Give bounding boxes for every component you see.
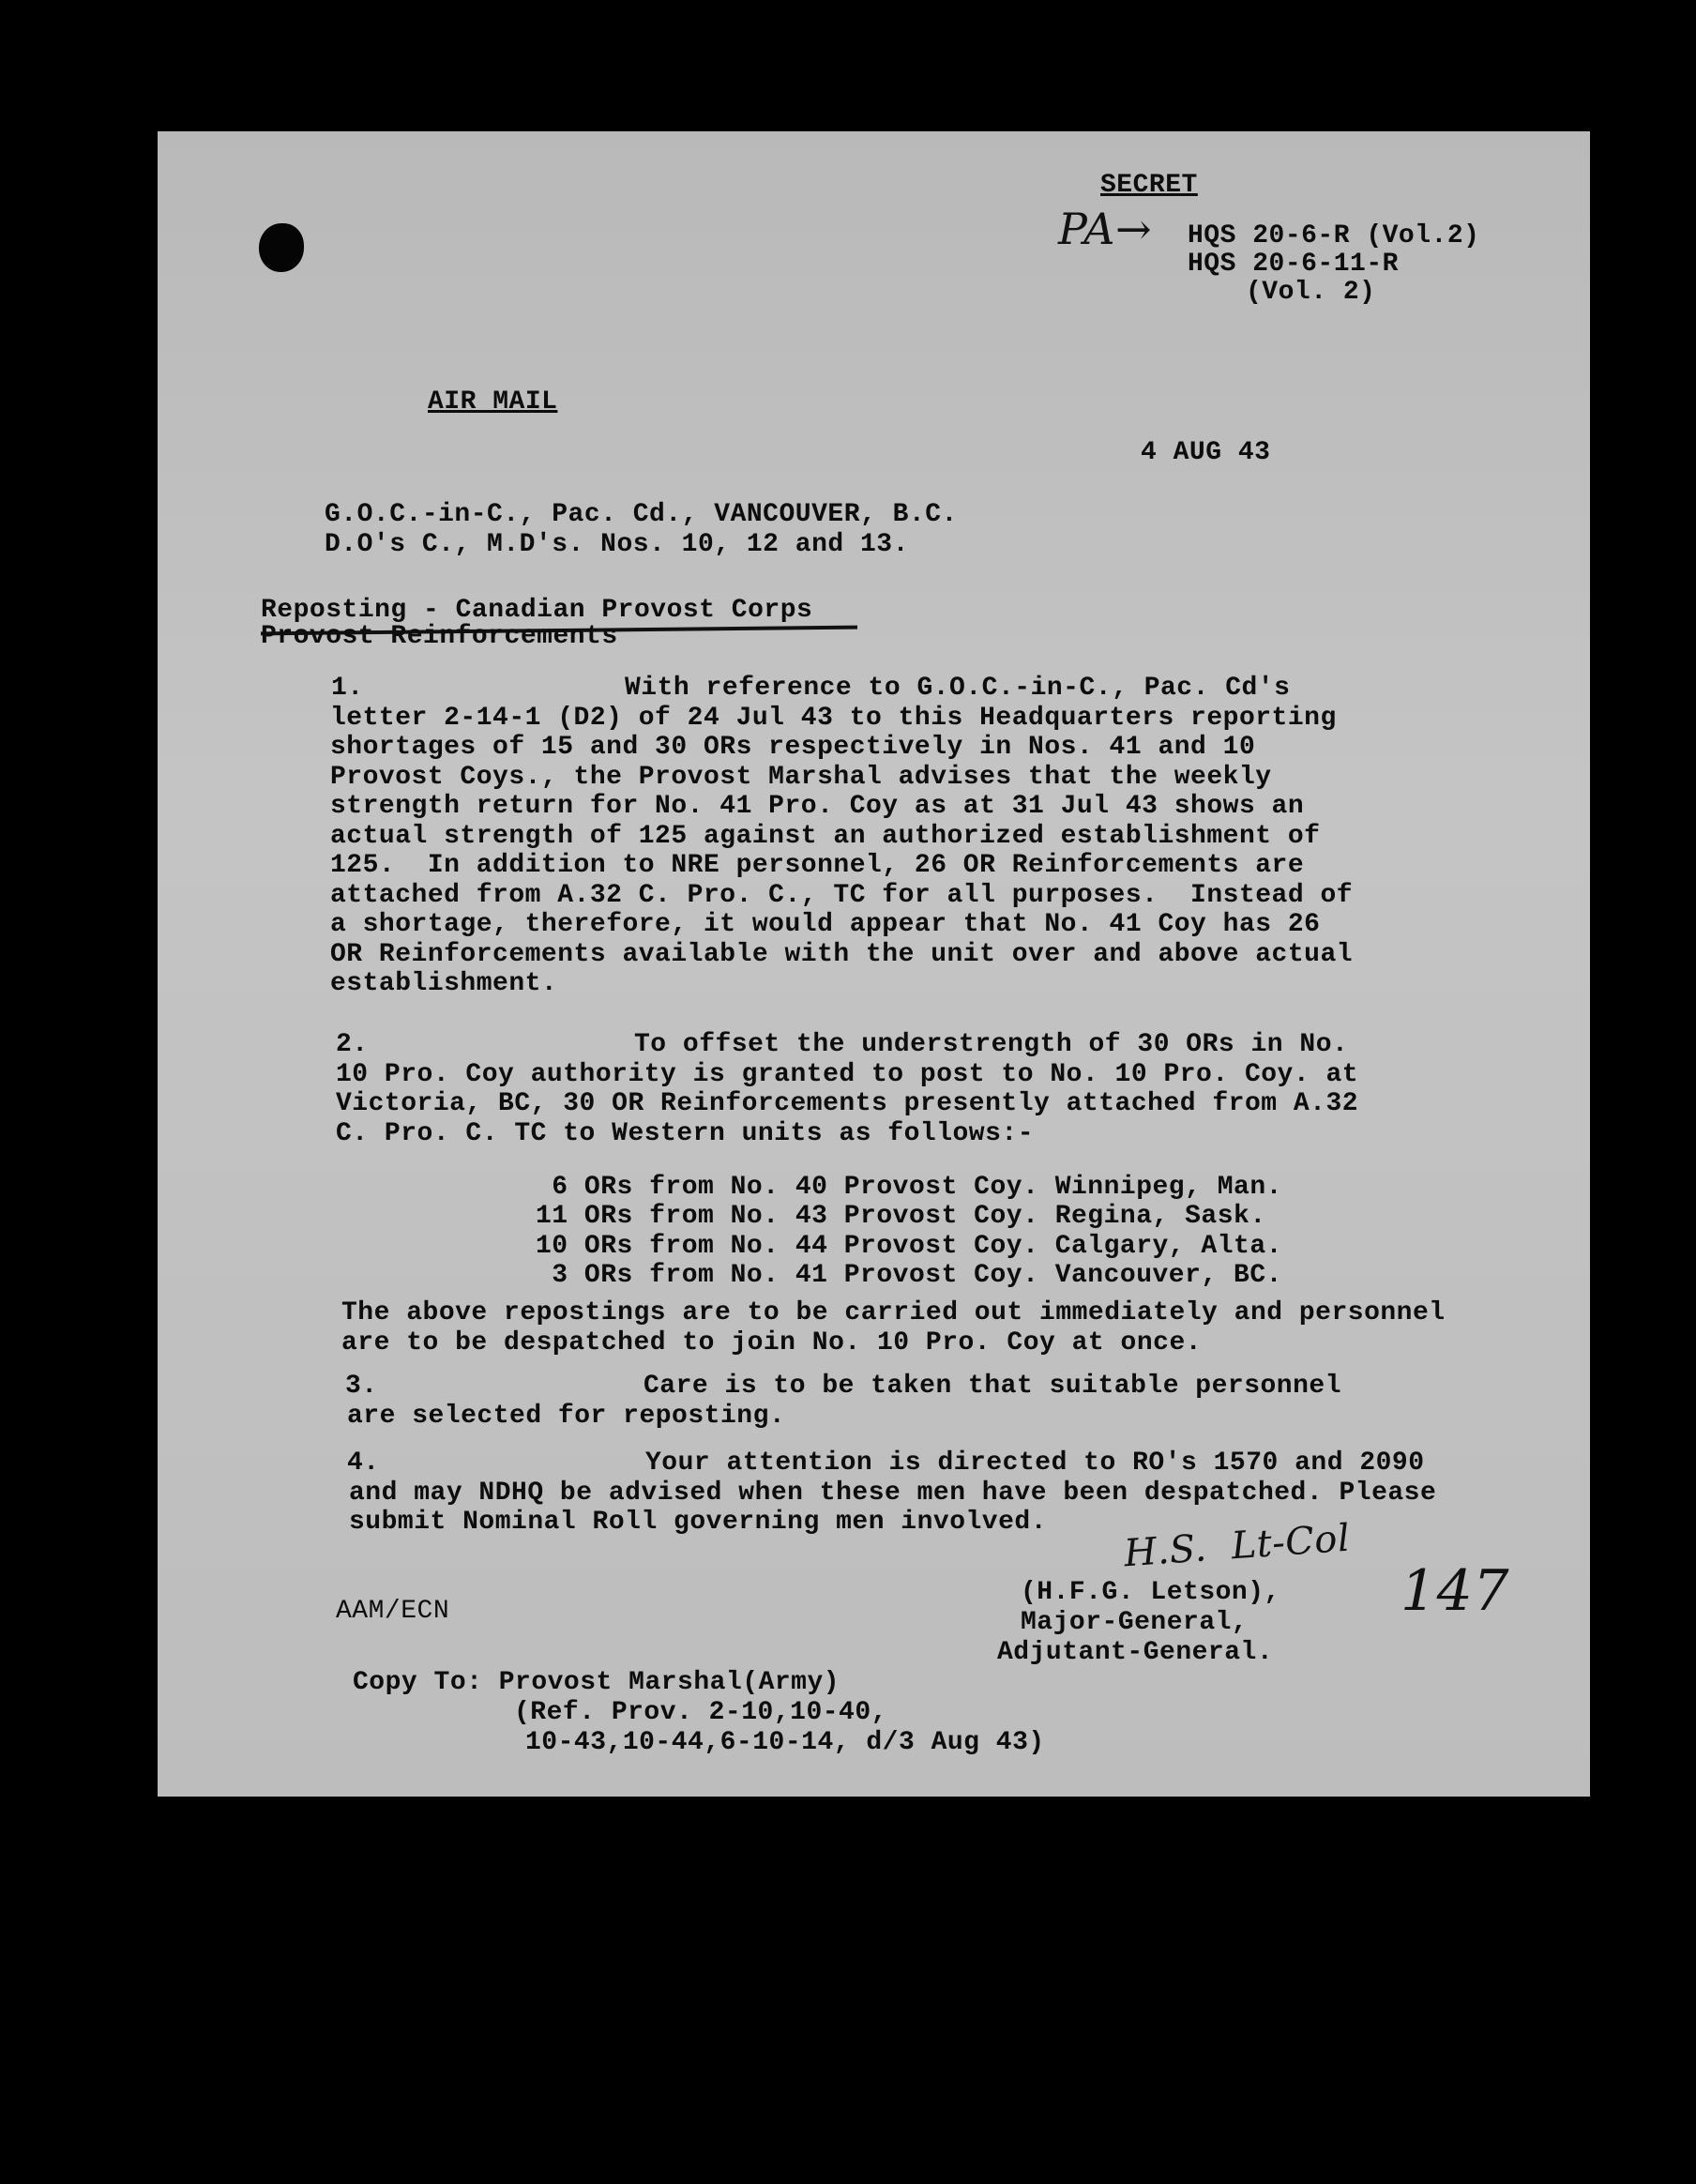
- para3-line: Care is to be taken that suitable personnel: [644, 1372, 1342, 1401]
- handwritten-page-number: 147: [1401, 1558, 1510, 1624]
- handwritten-annotation: PA→: [1058, 204, 1152, 254]
- classification-stamp: SECRET: [1100, 171, 1198, 200]
- para1-line: 125. In addition to NRE personnel, 26 OR Reinforcements are: [330, 851, 1305, 880]
- para2-line: C. Pro. C. TC to Western units as follows:-: [336, 1119, 1035, 1148]
- para3-number: 3.: [345, 1372, 378, 1401]
- unit-allocation-row: 10 ORs from No. 44 Provost Coy. Calgary, Alta.: [536, 1232, 1282, 1261]
- para4-line: and may NDHQ be advised when these men have been despatched. Please: [349, 1479, 1437, 1508]
- para3-line: are selected for reposting.: [347, 1402, 786, 1431]
- signatory-rank: Major-General,: [1021, 1608, 1249, 1637]
- file-reference-3: (Vol. 2): [1246, 278, 1376, 307]
- copy-to-line: (Ref. Prov. 2-10,10-40,: [514, 1698, 887, 1727]
- letter-date: 4 AUG 43: [1141, 438, 1271, 467]
- handwritten-signature: H.S. Lt-Col: [1122, 1516, 1352, 1576]
- para1-line: attached from A.32 C. Pro. C., TC for all purposes. Instead of: [330, 881, 1354, 910]
- unit-allocation-row: 3 ORs from No. 41 Provost Coy. Vancouver, BC.: [536, 1261, 1282, 1290]
- para4-number: 4.: [347, 1448, 380, 1478]
- para1-number: 1.: [331, 674, 364, 703]
- punch-hole: [259, 223, 304, 272]
- para1-line: letter 2-14-1 (D2) of 24 Jul 43 to this Headquarters reporting: [330, 704, 1337, 733]
- signatory-name: (H.F.G. Letson),: [1021, 1578, 1280, 1607]
- file-reference-2: HQS 20-6-11-R: [1188, 250, 1399, 279]
- typist-initials: AAM/ECN: [336, 1597, 450, 1626]
- unit-allocation-row: 6 ORs from No. 40 Provost Coy. Winnipeg, Man.: [536, 1173, 1282, 1202]
- para1-line: actual strength of 125 against an authorized establishment of: [330, 822, 1321, 851]
- copy-to-line: Copy To: Provost Marshal(Army): [353, 1668, 840, 1697]
- para2-line: 10 Pro. Coy authority is granted to post to No. 10 Pro. Coy. at: [336, 1060, 1359, 1089]
- subject-line-1: Reposting - Canadian Provost Corps: [261, 596, 813, 625]
- para2-number: 2.: [336, 1030, 369, 1059]
- para1-line: establishment.: [330, 969, 558, 998]
- para2-closing-line: The above repostings are to be carried out immediately and personnel: [341, 1298, 1446, 1327]
- copy-to-line: 10-43,10-44,6-10-14, d/3 Aug 43): [525, 1728, 1045, 1757]
- file-reference-1: HQS 20-6-R (Vol.2): [1188, 221, 1480, 250]
- addressee-2: D.O's C., M.D's. Nos. 10, 12 and 13.: [325, 530, 909, 559]
- document-page: [158, 131, 1590, 1797]
- para2-line: Victoria, BC, 30 OR Reinforcements presently attached from A.32: [336, 1089, 1359, 1118]
- para1-line: strength return for No. 41 Pro. Coy as at 31 Jul 43 shows an: [330, 792, 1305, 821]
- para1-line: a shortage, therefore, it would appear that No. 41 Coy has 26: [330, 910, 1321, 939]
- air-mail-heading: AIR MAIL: [428, 387, 558, 417]
- para2-closing-line: are to be despatched to join No. 10 Pro. Coy at once.: [341, 1328, 1203, 1357]
- signatory-title: Adjutant-General.: [997, 1638, 1274, 1667]
- para2-line: To offset the understrength of 30 ORs in No.: [634, 1030, 1349, 1059]
- para4-line: Your attention is directed to RO's 1570 and 2090: [645, 1448, 1425, 1478]
- addressee-1: G.O.C.-in-C., Pac. Cd., VANCOUVER, B.C.: [325, 500, 958, 529]
- para1-line: OR Reinforcements available with the unit over and above actual: [330, 940, 1354, 969]
- para1-line: shortages of 15 and 30 ORs respectively in Nos. 41 and 10: [330, 733, 1256, 762]
- subject-line-2: Provost Reinforcements: [261, 622, 618, 651]
- para4-line: submit Nominal Roll governing men involved.: [349, 1508, 1048, 1537]
- unit-allocation-row: 11 ORs from No. 43 Provost Coy. Regina, Sask.: [536, 1202, 1266, 1231]
- para1-line: With reference to G.O.C.-in-C., Pac. Cd's: [625, 674, 1291, 703]
- para1-line: Provost Coys., the Provost Marshal advises that the weekly: [330, 763, 1272, 792]
